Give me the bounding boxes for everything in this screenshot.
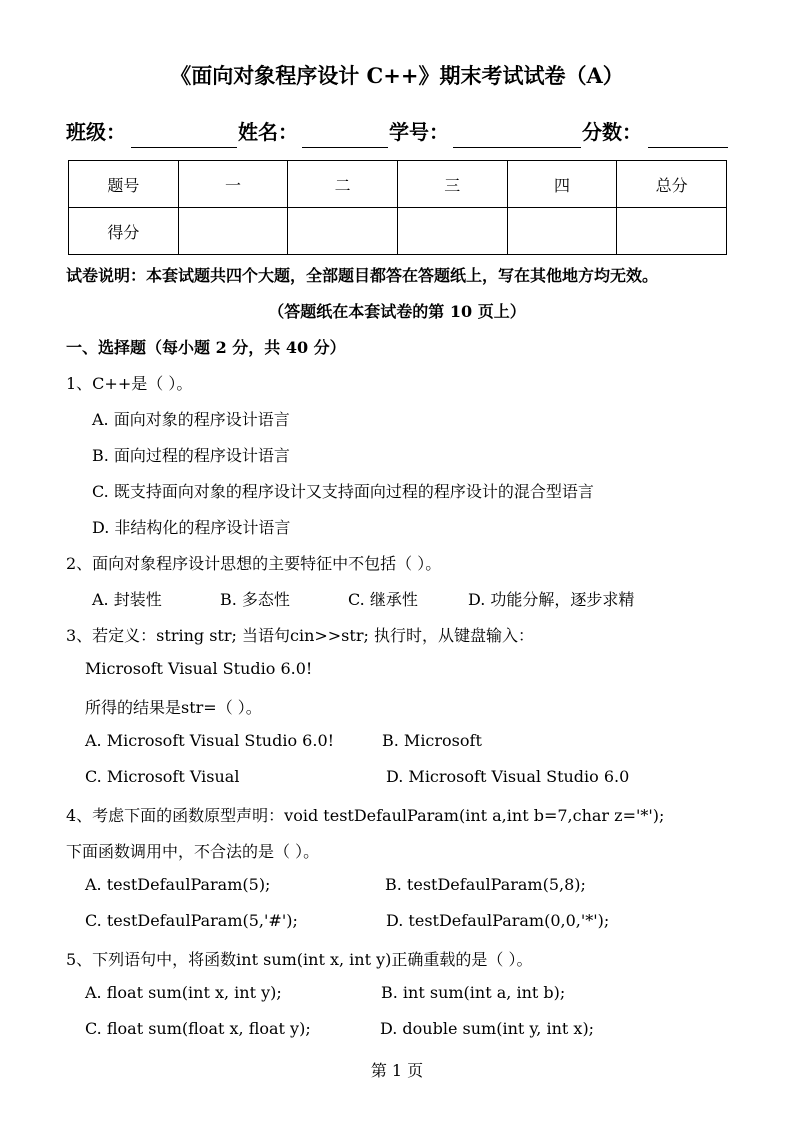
page-number: 第 1 页 xyxy=(370,1061,424,1080)
answer-sheet-note: （答题纸在本套试卷的第 10 页上） xyxy=(268,302,526,321)
name-label: 姓名： xyxy=(238,120,298,144)
q3-result-prompt: 所得的结果是str=（ ）。 xyxy=(85,698,262,717)
q5-option-c: C. float sum(float x, float y); xyxy=(85,1019,311,1038)
class-label: 班级： xyxy=(66,120,126,144)
q3-option-c: C. Microsoft Visual xyxy=(85,767,240,786)
score-label: 分数： xyxy=(582,120,642,144)
q1-option-c: C. 既支持面向对象的程序设计又支持面向过程的程序设计的混合型语言 xyxy=(92,482,594,501)
q4-option-c: C. testDefaulParam(5,'#'); xyxy=(85,911,298,930)
q3-option-a: A. Microsoft Visual Studio 6.0! xyxy=(85,731,335,750)
header-question-number: 题号 xyxy=(69,161,179,208)
score-cell-3 xyxy=(397,208,507,255)
q3-keyboard-input: Microsoft Visual Studio 6.0! xyxy=(85,659,313,678)
q1-option-d: D. 非结构化的程序设计语言 xyxy=(92,518,291,537)
q3-option-d: D. Microsoft Visual Studio 6.0 xyxy=(386,767,630,786)
q3-option-b: B. Microsoft xyxy=(382,731,482,750)
student-id-label: 学号： xyxy=(389,120,449,144)
q4-option-b: B. testDefaulParam(5,8); xyxy=(385,875,586,894)
q5-stem: 5、下列语句中，将函数int sum(int x, int y)正确重载的是（ ）。 xyxy=(66,950,533,969)
header-part-1: 一 xyxy=(178,161,288,208)
q2-option-c: C. 继承性 xyxy=(348,590,418,609)
q5-option-a: A. float sum(int x, int y); xyxy=(85,983,282,1002)
q1-option-a: A. 面向对象的程序设计语言 xyxy=(92,410,290,429)
q5-option-b: B. int sum(int a, int b); xyxy=(381,983,566,1002)
class-blank xyxy=(131,147,237,148)
score-table xyxy=(68,160,727,255)
q2-option-d: D. 功能分解，逐步求精 xyxy=(468,590,635,609)
q2-option-b: B. 多态性 xyxy=(220,590,290,609)
q5-option-d: D. double sum(int y, int x); xyxy=(380,1019,595,1038)
exam-title: 《面向对象程序设计 C++》期末考试试卷（A） xyxy=(170,63,624,88)
q4-stem: 4、考虑下面的函数原型声明：void testDefaulParam(int a,int b=7,char z='*'); xyxy=(66,806,665,825)
score-blank xyxy=(648,147,728,148)
section-1-title: 一、选择题（每小题 2 分，共 40 分） xyxy=(66,338,346,357)
header-part-2: 二 xyxy=(288,161,398,208)
score-table-score-row xyxy=(69,208,727,255)
q4-stem-continued: 下面函数调用中，不合法的是（ ）。 xyxy=(66,842,320,861)
score-cell-2 xyxy=(288,208,398,255)
q4-option-a: A. testDefaulParam(5); xyxy=(85,875,271,894)
header-part-3: 三 xyxy=(397,161,507,208)
score-cell-total xyxy=(617,208,727,255)
q1-option-b: B. 面向过程的程序设计语言 xyxy=(92,446,290,465)
q2-option-a: A. 封装性 xyxy=(92,590,162,609)
q2-stem: 2、面向对象程序设计思想的主要特征中不包括（ ）。 xyxy=(66,554,442,573)
student-id-blank xyxy=(453,147,581,148)
score-cell-1 xyxy=(178,208,288,255)
q3-stem: 3、若定义：string str; 当语句cin>>str; 执行时，从键盘输入： xyxy=(66,626,534,645)
score-cell-4 xyxy=(507,208,617,255)
score-table-header-row xyxy=(69,161,727,208)
name-blank xyxy=(302,147,388,148)
header-part-4: 四 xyxy=(507,161,617,208)
q1-stem: 1、C++是（ ）。 xyxy=(66,374,193,393)
q4-option-d: D. testDefaulParam(0,0,'*'); xyxy=(386,911,610,930)
row-label-score: 得分 xyxy=(69,208,179,255)
exam-instructions: 试卷说明：本套试题共四个大题，全部题目都答在答题纸上，写在其他地方均无效。 xyxy=(66,266,659,285)
header-total: 总分 xyxy=(617,161,727,208)
